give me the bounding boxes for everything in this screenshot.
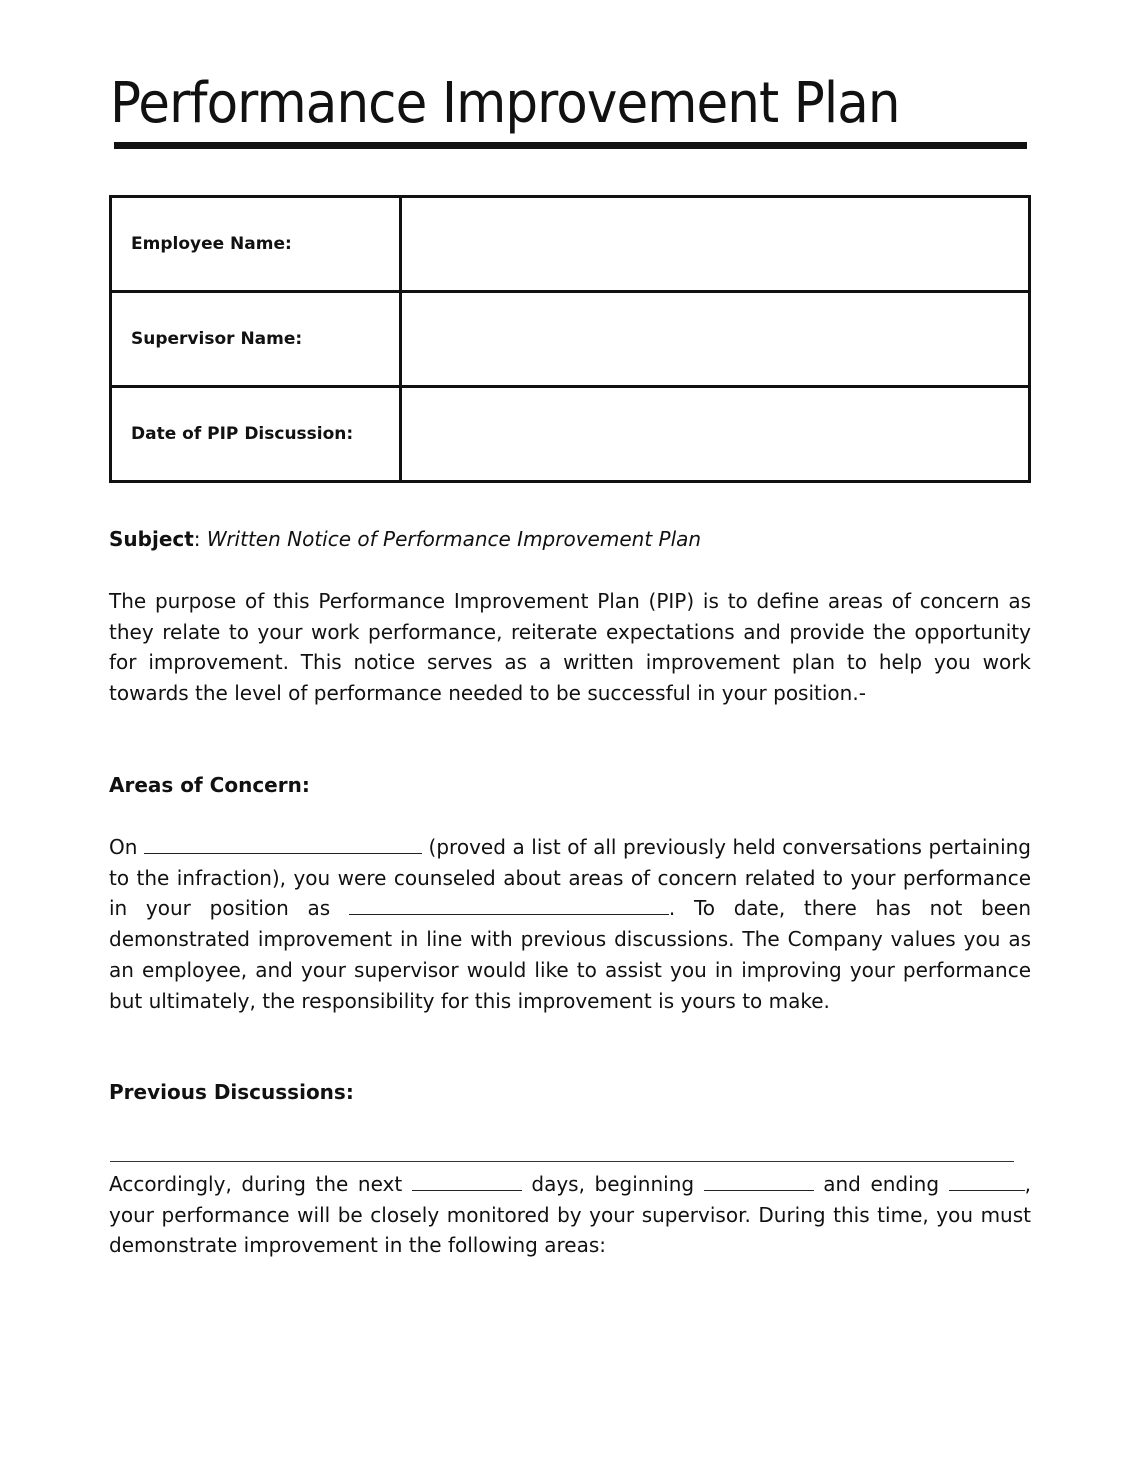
conversation-dates-blank[interactable]	[144, 852, 422, 854]
monitoring-text-part1: Accordingly, during the next	[109, 1172, 412, 1196]
start-date-blank[interactable]	[704, 1189, 814, 1191]
end-date-blank[interactable]	[949, 1189, 1025, 1191]
monitoring-text-part4: , your performance will be closely monitored by your supervisor. During this time, you must demonstrate improvement in the following areas:	[109, 1172, 1031, 1258]
pip-discussion-date-label: Date of PIP Discussion:	[111, 387, 401, 482]
pip-discussion-date-cell[interactable]	[401, 387, 1030, 482]
position-blank[interactable]	[349, 913, 669, 915]
employee-name-field[interactable]	[402, 198, 1028, 290]
purpose-paragraph: The purpose of this Performance Improvement Plan (PIP) is to define areas of concern as they relate to your work performance, reiterate expectations and provide the opportunity for improvement. This notice serves as a written improvement plan to help you work towards the level of performance needed to be successful in your position.-	[109, 589, 1031, 706]
document-title: Performance Improvement Plan	[110, 71, 900, 136]
concern-text-part2: (proved a list of all previously held conversations pertaining to the infraction), you were counseled about areas of concern related to your performance in your position as	[109, 835, 1031, 921]
days-count-blank[interactable]	[412, 1189, 522, 1191]
subject-label: Subject	[109, 527, 194, 551]
table-row	[111, 197, 1030, 292]
employee-name-label: Employee Name:	[111, 197, 401, 292]
monitoring-text-part3: and ending	[813, 1172, 949, 1196]
subject-text: Written Notice of Performance Improvement Plan	[206, 527, 702, 551]
subject-line	[109, 524, 1031, 555]
supervisor-name-label: Supervisor Name:	[111, 292, 401, 387]
employee-info-table	[109, 195, 1031, 483]
monitoring-paragraph	[109, 1169, 1031, 1261]
monitoring-text-part2: days, beginning	[521, 1172, 704, 1196]
previous-discussions-heading: Previous Discussions:	[109, 1080, 354, 1104]
areas-of-concern-heading: Areas of Concern:	[109, 773, 310, 797]
subject-separator: :	[193, 527, 207, 551]
supervisor-name-cell[interactable]	[401, 292, 1030, 387]
table-row	[111, 387, 1030, 482]
table-row	[111, 292, 1030, 387]
previous-discussions-line[interactable]	[110, 1161, 1014, 1162]
pip-discussion-date-field[interactable]	[402, 388, 1028, 480]
concern-text-part1: On	[109, 835, 144, 859]
areas-of-concern-paragraph	[109, 832, 1031, 1016]
title-underline	[114, 142, 1027, 149]
concern-text-part3: . To date, there has not been demonstrated improvement in line with previous discussions. The Company values you as an employee, and your supervisor would like to assist you in improving your performance but ultimately, the responsibility for this improvement is yours to make.	[109, 896, 1032, 1013]
supervisor-name-field[interactable]	[402, 293, 1028, 385]
employee-name-cell[interactable]	[401, 197, 1030, 292]
